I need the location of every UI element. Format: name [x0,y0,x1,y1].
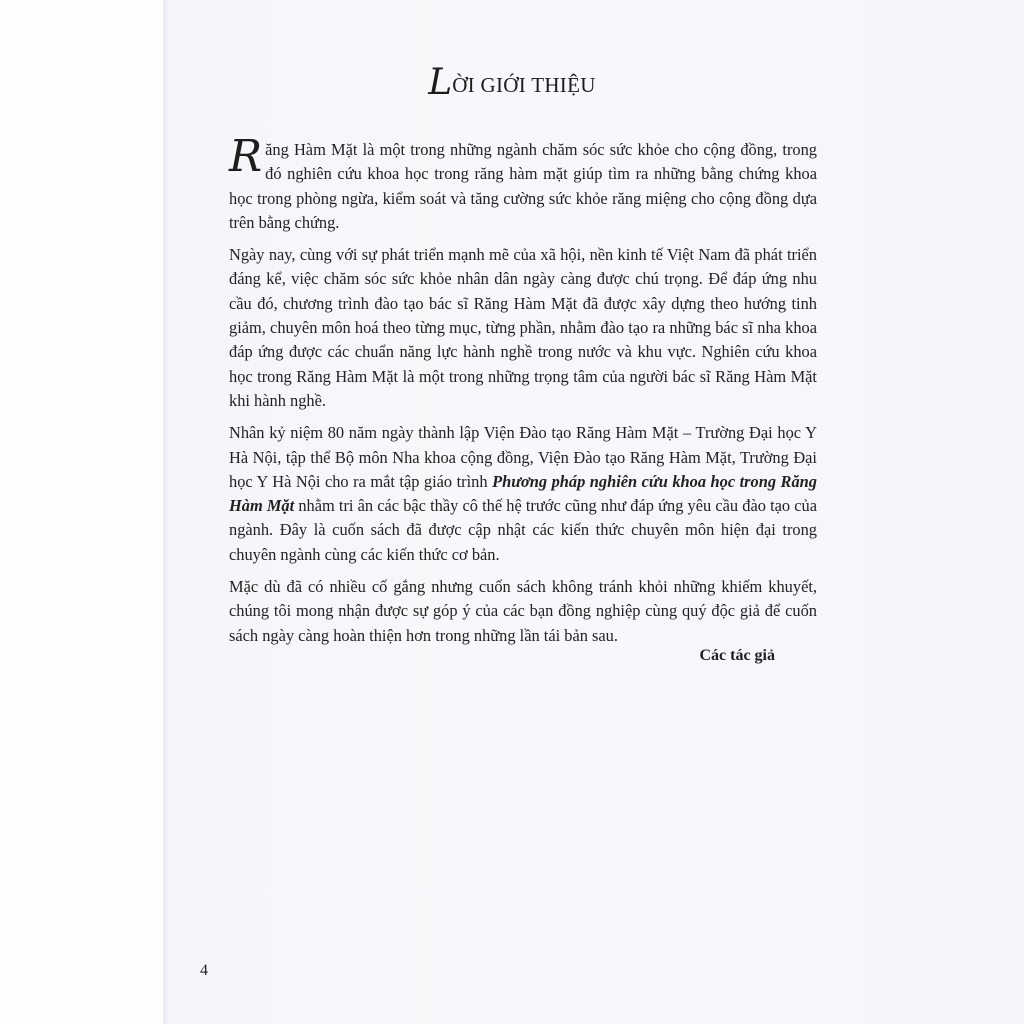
page-title [0,62,1024,103]
body-text [229,131,817,648]
title-initial: L [428,62,453,103]
paragraph-1-text: ăng Hàm Mặt là một trong những ngành chăm sóc sức khỏe cho cộng đồng, trong đó nghiên cứu khoa học trong răng hàm mặt giúp tìm ra những bằng chứng khoa học trong phòng ngừa, kiểm soát và tăng cường sức khỏe răng miệng cho cộng đồng dựa trên bằng chứng. [229,140,817,232]
book-title: Phương pháp nghiên cứu khoa học trong Răng Hàm Mặt [229,471,817,516]
title-text: ỜI GIỚI THIỆU [452,73,596,97]
paragraph-4: Mặc dù đã có nhiều cố gắng nhưng cuốn sách không tránh khỏi những khiếm khuyết, chúng tôi mong nhận được sự góp ý của các bạn đồng nghiệp cùng quý độc giả để cuốn sách ngày càng hoàn thiện hơn trong những lần tái bản sau. [229,577,817,645]
drop-cap: R [229,131,263,182]
paragraph-3 [229,421,817,567]
paragraph-3-tail: nhằm tri ân các bậc thầy cô thế hệ trước cũng như đáp ứng yêu cầu đào tạo của ngành. Đây là cuốn sách đã được cập nhật các kiến thức chuyên môn hiện đại trong chuyên ngành cùng các kiến thức cơ bản. [229,496,817,564]
authors-signature: Các tác giả [699,647,775,664]
page-edge-shadow [163,0,169,1024]
page-number: 4 [200,962,208,979]
paragraph-1 [229,131,817,235]
paragraph-3-lead: Nhân kỷ niệm 80 năm ngày thành lập Viện Đào tạo Răng Hàm Mặt – Trường Đại học Y Hà Nội, tập thể Bộ môn Nha khoa cộng đồng, Viện Đào tạo Răng Hàm Mặt, Trường Đại học Y Hà Nội cho ra mắt tập giáo trình [229,423,817,491]
paragraph-2: Ngày nay, cùng với sự phát triển mạnh mẽ của xã hội, nền kinh tế Việt Nam đã phát triển đáng kể, việc chăm sóc sức khỏe nhân dân ngày càng được chú trọng. Để đáp ứng nhu cầu đó, chương trình đào tạo bác sĩ Răng Hàm Mặt đã được xây dựng theo hướng tinh giảm, chuyên môn hoá theo từng mục, từng phần, nhằm đào tạo ra những bác sĩ nha khoa đáp ứng được các chuẩn năng lực hành nghề trong nước và khu vực. Nghiên cứu khoa học trong Răng Hàm Mặt là một trong những trọng tâm của người bác sĩ Răng Hàm Mặt khi hành nghề. [229,245,817,410]
